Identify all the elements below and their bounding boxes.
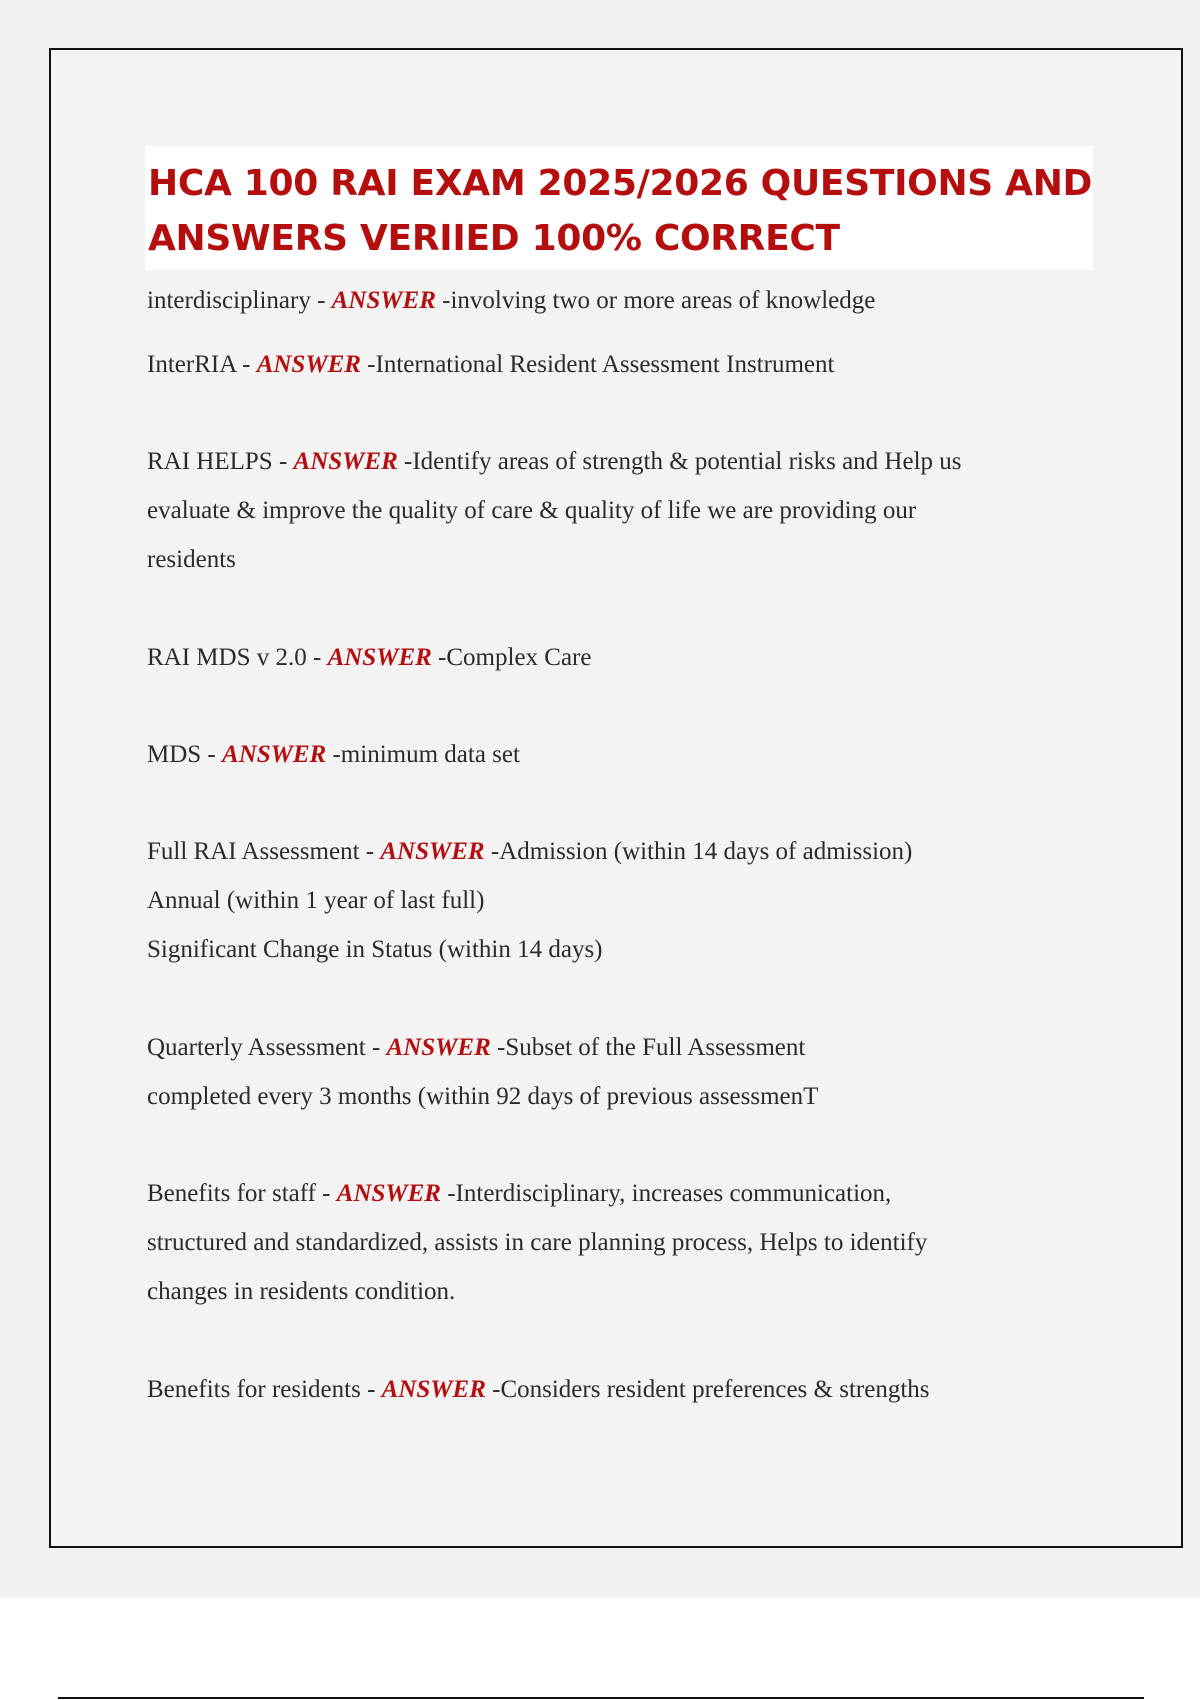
qa-answer: -Identify areas of strength & potential risks and Help us bbox=[404, 448, 962, 475]
document-title bbox=[145, 146, 1093, 270]
qa-term: RAI MDS v 2.0 - bbox=[147, 644, 328, 671]
answer-label: ANSWER bbox=[293, 448, 398, 475]
qa-item-rai-helps bbox=[147, 437, 1107, 584]
qa-answer-continued: evaluate & improve the quality of care & quality of life we are providing our bbox=[147, 497, 917, 524]
answer-label: ANSWER bbox=[331, 287, 436, 314]
qa-answer: -Complex Care bbox=[438, 644, 592, 671]
qa-item-full-rai-assessment bbox=[147, 827, 1107, 974]
qa-item-mds bbox=[147, 730, 1107, 779]
qa-answer: -involving two or more areas of knowledge bbox=[442, 287, 876, 314]
qa-item-benefits-residents bbox=[147, 1365, 1107, 1414]
title-line-1: HCA 100 RAI EXAM 2025/2026 QUESTIONS AND bbox=[148, 163, 1093, 204]
answer-label: ANSWER bbox=[222, 741, 327, 768]
qa-answer: -Subset of the Full Assessment bbox=[497, 1034, 806, 1061]
answer-label: ANSWER bbox=[381, 1376, 486, 1403]
qa-answer-continued: completed every 3 months (within 92 days of previous assessmenT bbox=[147, 1083, 819, 1110]
qa-answer-continued: Significant Change in Status (within 14 days) bbox=[147, 936, 603, 963]
answer-label: ANSWER bbox=[380, 838, 485, 865]
qa-answer-continued: structured and standardized, assists in care planning process, Helps to identify bbox=[147, 1229, 928, 1256]
qa-term: MDS - bbox=[147, 741, 223, 768]
qa-term: InterRIA - bbox=[147, 351, 257, 378]
qa-term: Quarterly Assessment - bbox=[147, 1034, 387, 1061]
qa-term: Full RAI Assessment - bbox=[147, 838, 381, 865]
document-page bbox=[49, 48, 1183, 1548]
qa-item-interria bbox=[147, 340, 1107, 389]
qa-item-quarterly-assessment bbox=[147, 1023, 1107, 1121]
answer-label: ANSWER bbox=[256, 351, 361, 378]
qa-term: interdisciplinary - bbox=[147, 287, 332, 314]
qa-term: RAI HELPS - bbox=[147, 448, 294, 475]
qa-term: Benefits for staff - bbox=[147, 1180, 337, 1207]
footer-divider bbox=[58, 1697, 1144, 1699]
title-line-2: ANSWERS VERIIED 100% CORRECT bbox=[148, 218, 840, 259]
qa-answer-continued: residents bbox=[147, 546, 236, 573]
qa-answer-continued: Annual (within 1 year of last full) bbox=[147, 887, 485, 914]
qa-item-interdisciplinary bbox=[147, 276, 1107, 325]
qa-term: Benefits for residents - bbox=[147, 1376, 382, 1403]
qa-answer: -Considers resident preferences & strengths bbox=[492, 1376, 930, 1403]
qa-answer: -Interdisciplinary, increases communication, bbox=[447, 1180, 892, 1207]
qa-answer: -International Resident Assessment Instrument bbox=[367, 351, 835, 378]
qa-item-benefits-staff bbox=[147, 1169, 1107, 1316]
qa-answer: -Admission (within 14 days of admission) bbox=[490, 838, 913, 865]
qa-answer-continued: changes in residents condition. bbox=[147, 1278, 456, 1305]
qa-item-rai-mds bbox=[147, 633, 1107, 682]
answer-label: ANSWER bbox=[327, 644, 432, 671]
qa-answer: -minimum data set bbox=[332, 741, 520, 768]
answer-label: ANSWER bbox=[336, 1180, 441, 1207]
answer-label: ANSWER bbox=[386, 1034, 491, 1061]
